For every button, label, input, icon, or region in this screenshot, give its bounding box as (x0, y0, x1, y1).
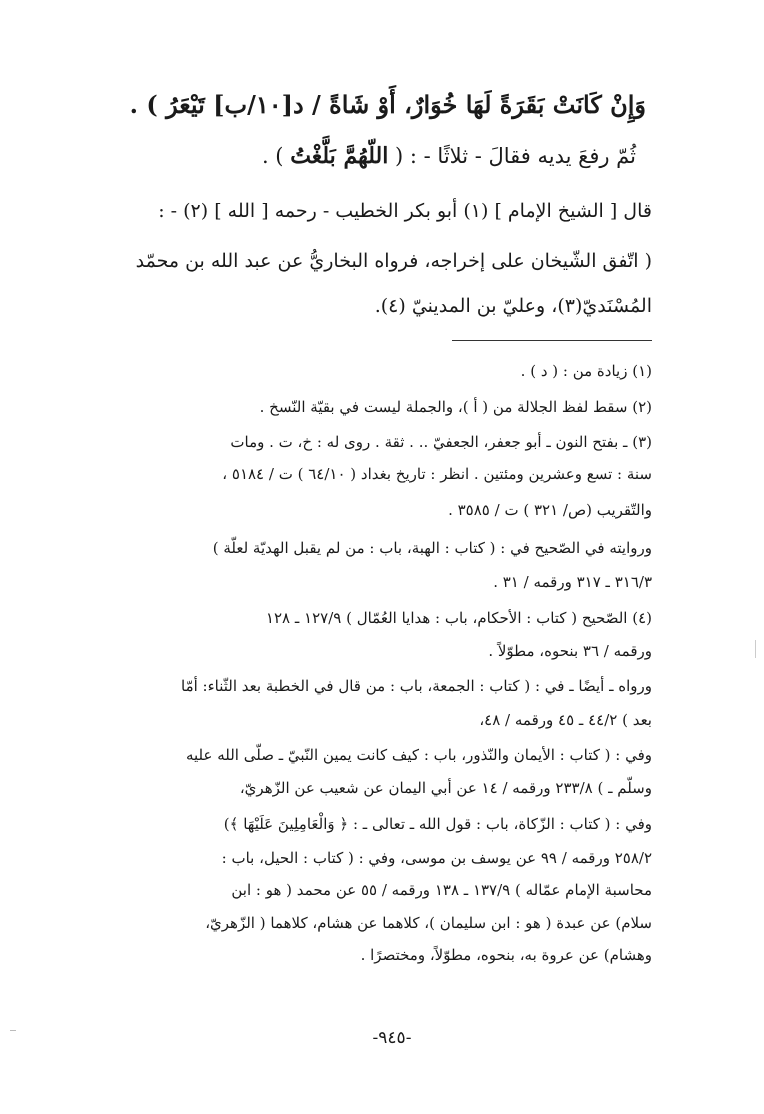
line2-suffix: ) . (261, 144, 284, 168)
line2-bold-phrase: اللّهُمَّ بَلَّغْتُ (290, 143, 389, 169)
footnote-3-line-2: سنة : تسع وعشرين ومئتين . انظر : تاريخ بغداد ( ٦٤/١٠ ) ت / ٥١٨٤ ، (222, 465, 652, 483)
scan-mark-right (755, 640, 756, 658)
footnote-4-line-3: ورواه ـ أيضًا ـ في : ( كتاب : الجمعة، باب : من قال في الخطبة بعد الثّناء: أمّا (181, 677, 652, 695)
footnote-4-line-9: محاسبة الإمام عمّاله ) ١٣٧/٩ ـ ١٣٨ ورقمه / ٥٥ عن محمد ( هو : ابن (231, 881, 652, 899)
footnote-3-line-3: والتّقريب (ص/ ٣٢١ ) ت / ٣٥٨٥ . (448, 501, 652, 519)
footnote-4-line-8: ٢٥٨/٢ ورقمه / ٩٩ عن يوسف بن موسى، وفي : ( كتاب : الحيل، باب : (221, 849, 652, 867)
footnote-4-line-1: (٤) الصّحيح ( كتاب : الأحكام، باب : هدايا العُمّال ) ١٢٧/٩ ـ ١٢٨ (265, 609, 652, 627)
footnote-4-line-4: بعد ) ٤٤/٢ ـ ٤٥ ورقمه / ٤٨، (479, 711, 652, 729)
footnote-2: (٢) سقط لفظ الجلالة من ( أ )، والجملة ليست في بقيّة النّسخ . (259, 398, 652, 416)
hadith-text-line-1: وَإِنْ كَانَتْ بَقَرَةً لَهَا خُوَارٌ، أَوْ شَاةً / د[١٠/ب] تَيْعَرُ ) . (129, 90, 646, 119)
footnote-4-line-5: وفي : ( كتاب : الأيمان والنّذور، باب : كيف كانت يمين النّبيّ ـ صلّى الله عليه (185, 746, 652, 764)
footnote-separator (452, 340, 652, 341)
footnote-3-line-4: وروايته في الصّحيح في : ( كتاب : الهبة، باب : من لم يقبل الهديّة لعلّة ) (212, 539, 652, 557)
line2-prefix: ثُمّ رفعَ يديه فقالَ - ثلاثًا - : ( (395, 144, 636, 168)
commentary-line-3: المُسْنَديّ(٣)، وعليّ بن المدينيّ (٤). (374, 295, 652, 317)
footnote-4-line-11: وهشام) عن عروة به، بنحوه، مطوّلاً، ومختصرًا . (360, 946, 652, 964)
commentary-line-1: قال [ الشيخ الإمام ] (١) أبو بكر الخطيب - رحمه [ الله ] (٢) - : (158, 200, 652, 222)
footnote-4-line-6: وسلّم ـ ) ٢٣٣/٨ ورقمه / ١٤ عن أبي اليمان عن شعيب عن الزّهريّ، (239, 779, 652, 797)
page-number: -٩٤٥- (372, 1028, 412, 1048)
footnote-4-line-2: ورقمه / ٣٦ بنحوه، مطوّلاً . (488, 642, 652, 660)
footnote-4-line-10: سلام) عن عبدة ( هو : ابن سليمان )، كلاهما عن هشام، كلاهما ( الزّهريّ، (205, 914, 652, 932)
commentary-line-2: ( اتّفق الشّيخان على إخراجه، فرواه البخاريُّ عن عبد الله بن محمّد (135, 250, 652, 272)
footnote-1: (١) زيادة من : ( د ) . (520, 362, 652, 380)
scan-mark-left (10, 1030, 16, 1031)
footnote-3-line-5: ٣١٦/٣ ـ ٣١٧ ورقمه / ٣١ . (493, 573, 652, 591)
hadith-text-line-2 (26, 143, 636, 169)
footnote-4-line-7: وفي : ( كتاب : الزّكاة، باب : قول الله ـ تعالى ـ : ﴿ وَالْعَامِلِينَ عَلَيْهَا ﴾) (223, 815, 652, 833)
footnote-3-line-1: (٣) ـ بفتح النون ـ أبو جعفر، الجعفيّ .. . ثقة . روى له : خ، ت . ومات (230, 433, 652, 451)
